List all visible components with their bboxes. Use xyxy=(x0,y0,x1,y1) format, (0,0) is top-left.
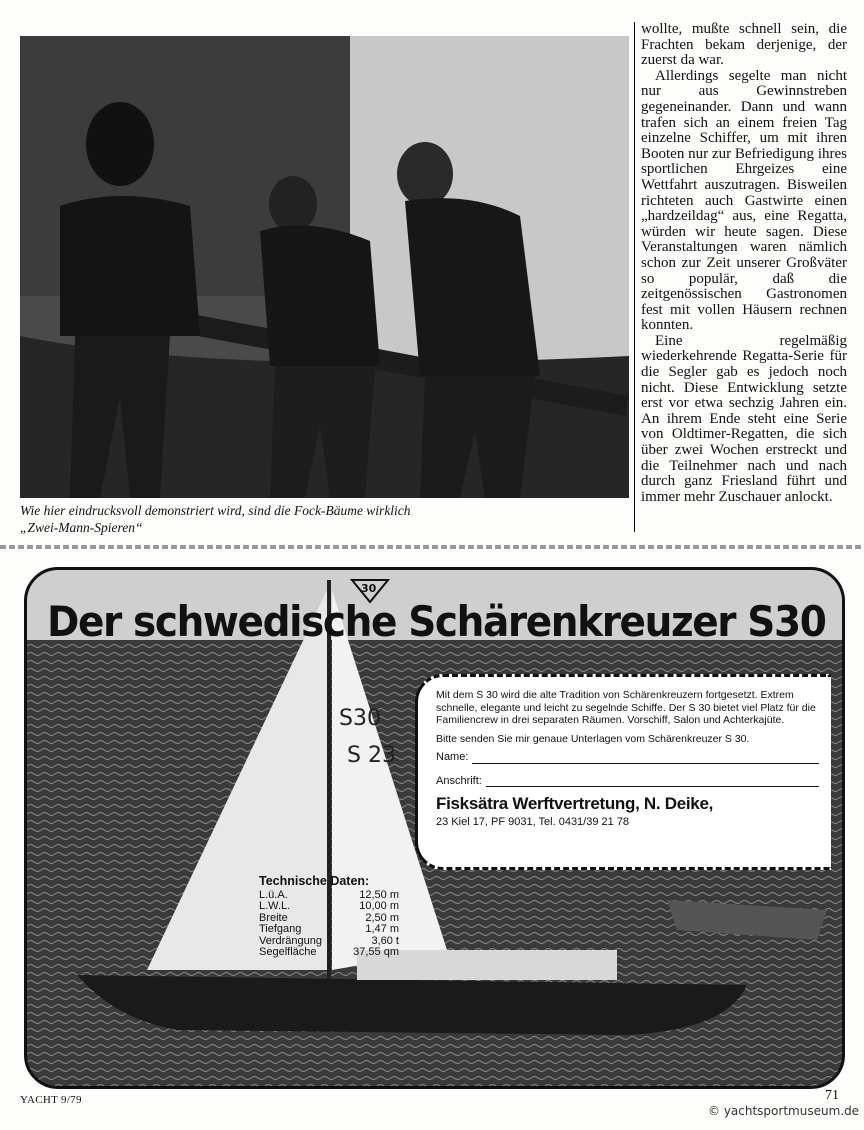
specs-title: Technische Daten: xyxy=(259,874,370,888)
address-field[interactable] xyxy=(436,775,819,788)
article-paragraph: Allerdings segelte man nicht nur aus Gewinnstreben gegeneinander. Dann und wann trafen sich an einem freien Tag einzelne Schiffer, um mit ihren Booten nur zur Befriedigung ihres sportlichen Ehrgeizes eine Wettfahrt auszutragen. Bisweilen richteten auch Gastwirte einen „hardzeildag“ aus, eine Regatta, würden wir heute sagen. Diese Veranstaltungen waren nämlich schon zur Zeit unserer Großväter so populär, daß die zeitgenössischen Gastronomen fest mit vollen Häusern rechnen konnten. xyxy=(641,67,847,334)
issue-label: YACHT 9/79 xyxy=(20,1094,82,1106)
name-label: Name: xyxy=(436,751,469,763)
address-line[interactable] xyxy=(486,776,819,787)
sail-number-2: S 23 xyxy=(347,743,396,768)
spec-row: Tiefgang 1,47 m xyxy=(259,923,399,935)
ad-info-box xyxy=(415,674,831,870)
spec-row: Breite 2,50 m xyxy=(259,911,399,924)
page-number: 71 xyxy=(825,1088,839,1103)
sail-number-1: S30 xyxy=(339,706,381,731)
page-divider xyxy=(0,545,864,549)
advertisement xyxy=(24,567,845,1089)
logo-text: 30 xyxy=(361,582,377,595)
tech-specs xyxy=(259,876,399,959)
photo-caption xyxy=(20,502,540,536)
caption-line-2: „Zwei-Mann-Spieren“ xyxy=(20,520,143,535)
photo-illustration xyxy=(20,36,629,498)
article-paragraph: wollte, mußte schnell sein, die Frachten bekam derjenige, der zuerst da war. xyxy=(641,21,847,69)
name-line[interactable] xyxy=(472,753,819,764)
spec-row: L.ü.A. 12,50 m xyxy=(259,888,399,901)
ad-request: Bitte senden Sie mir genaue Unterlagen vom Schärenkreuzer S 30. xyxy=(436,732,750,745)
article-photo xyxy=(20,36,629,498)
caption-line-1: Wie hier eindrucksvoll demonstriert wird, sind die Fock-Bäume wirklich xyxy=(20,503,411,518)
company-address: 23 Kiel 17, PF 9031, Tel. 0431/39 21 78 xyxy=(436,815,630,828)
ad-intro: Mit dem S 30 wird die alte Tradition von Schärenkreuzern fortgesetzt. Extrem schnelle, elegante und leicht zu segelnde Schiffe. Der S 30 bietet viel Platz für die Familiencrew in drei separaten Räumen. Vorschiff, Salon und Achterkajüte. xyxy=(436,689,816,726)
address-label: Anschrift: xyxy=(436,774,482,787)
spec-row: Segelfläche 37,55 qm xyxy=(259,946,399,958)
article-column xyxy=(634,22,847,532)
article-paragraph: Eine regelmäßig wiederkehrende Regatta-Serie für die Segler gab es jedoch noch nicht. Diese Entwicklung setzte erst vor etwa sechzig Jahren ein. An ihrem Ende steht eine Serie von Oldtimer-Regatten, die sich über zwei Wochen erstreckt und die Teilnehmer nach und nach durch ganz Friesland führt und immer mehr Zuschauer anlockt. xyxy=(641,332,847,505)
ad-headline: Der schwedische Schärenkreuzer S30 xyxy=(47,598,826,647)
name-field[interactable] xyxy=(436,751,819,764)
watermark: © yachtsportmuseum.de xyxy=(708,1104,860,1118)
spec-row: L.W.L. 10,00 m xyxy=(259,900,399,912)
spec-row: Verdrängung 3,60 t xyxy=(259,934,399,947)
company-name: Fisksätra Werftvertretung, N. Deike, xyxy=(436,794,714,813)
